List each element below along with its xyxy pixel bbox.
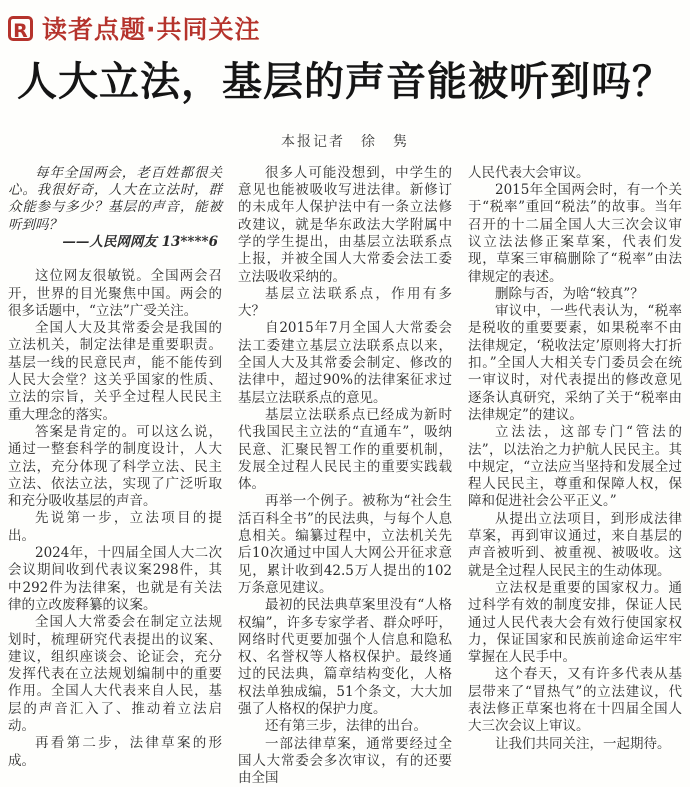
quote-attribution: ——人民网网友 13****6 [62,233,218,250]
article-paragraph: 人民代表大会审议。 [468,164,590,181]
section-kicker-label: 读者点题·共同关注 [42,15,261,44]
article-paragraph: 立法权是重要的国家权力。通过科学有效的制度安排，保证人民通过人民代表大会有效行使国家权力，保证国家和民族前途命运牢牢掌握在人民手中。 [468,579,682,666]
article-paragraph: 让我们共同关注，一起期待。 [495,735,671,752]
article-body [0,165,690,787]
article-paragraph: 全国人大及其常委会是我国的立法机关，制定法律是重要职责。基层一线的民意民声，能不能传到人民大会堂？这关乎国家的性质、立法的宗旨，关乎全过程人民民主重大理念的落实。 [8,320,222,423]
article-column-2 [238,165,452,787]
article-paragraph: 答案是肯定的。可以这么说，通过一整套科学的制度设计，人大立法，充分体现了科学立法、民主立法、依法立法，实现了广泛听取和充分吸收基层的声音。 [8,423,222,510]
article-paragraph: 基层立法联系点已经成为新时代我国民主立法的“直通车”，吸纳民意、汇聚民智工作的重要机制，发展全过程人民民主的重要实践载体。 [238,406,452,493]
article-paragraph: 还有第三步，法律的出台。 [265,718,427,735]
article-paragraph: 2024年，十四届全国人大二次会议期间收到代表议案298件，其中292件为法律案，也就是有关法律的立改废释纂的议案。 [8,545,222,613]
article-paragraph: 2015年全国两会时，有一个关于“税率”重回“税法”的故事。当年召开的十二届全国人大三次会议审议立法法修正案草案，代表们发现，草案三审稿删除了“税率”由法律规定的表述。 [468,182,682,285]
reader-section-logo-icon: R [8,16,33,41]
article-column-1 [8,165,222,787]
article-paragraph: 再举一个例子。被称为“社会生活百科全书”的民法典，与每个人息息相关。编纂过程中，立法机关先后10次通过中国人大网公开征求意见，累计收到42.5万人提出的102万条意见建议。 [238,493,452,596]
article-paragraph: 一部法律草案，通常要经过全国人大常委会多次审议，有的还要由全国 [238,735,452,787]
reader-quote: 每年全国两会，老百姓都很关心。我很好奇，人大在立法时，群众能参与多少？基层的声音，能被听到吗？ [8,164,222,233]
article-paragraph: 基层立法联系点，作用有多大？ [238,285,452,320]
article-column-3 [468,165,682,787]
section-kicker [0,0,690,46]
article-headline: 人大立法，基层的声音能被听到吗？ [17,58,673,105]
article-paragraph: 很多人可能没想到，中学生的意见也能被吸收写进法律。新修订的未成年人保护法中有一条立法修改建议，就是华东政法大学附属中学的学生提出，由基层立法联系点上报，并被全国人大常委会法工委立法吸收采纳的。 [238,164,452,285]
article-paragraph: 自2015年7月全国人大常委会法工委建立基层立法联系点以来，全国人大及其常委会制定、修改的法律中，超过90%的法律案征求过基层立法联系点的意见。 [238,320,452,406]
article-paragraph: 先说第一步，立法项目的提出。 [8,510,222,544]
article-paragraph: 这个春天，又有许多代表从基层带来了“冒热气”的立法建议，代表法修正草案也将在十四届全国人大三次会议上审议。 [468,666,682,735]
article-paragraph: 再看第二步，法律草案的形成。 [8,735,222,769]
article-paragraph: 最初的民法典草案里没有“人格权编”，许多专家学者、群众呼吁，网络时代更要加强个人信息和隐私权、名誉权等人格权保护。最终通过的民法典，篇章结构变化，人格权法单独成编，51个条文，大大加强了人格权的保护力度。 [238,597,452,717]
article-paragraph: 删除与否，为啥“较真”？ [495,285,644,302]
article-paragraph: 从提出立法项目，到形成法律草案，再到审议通过，来自基层的声音被听到、被重视、被吸收。这就是全过程人民民主的生动体现。 [468,510,682,579]
article-paragraph: 这位网友很敏锐。全国两会召开，世界的目光聚焦中国。两会的很多话题中，“立法”广受关注。 [8,268,222,319]
article-paragraph: 全国人大常委会在制定立法规划时，梳理研究代表提出的议案、建议，组织座谈会、论证会，充分发挥代表在立法规划编制中的重要作用。全国人大代表来自人民，基层的声音汇入了、推动着立法启动。 [8,614,222,734]
article-paragraph: 立法法，这部专门“管法的法”，以法治之力护航人民民主。其中规定，“立法应当坚持和发展全过程人民民主，尊重和保障人权，保障和促进社会公平正义。” [468,424,682,510]
article-byline: 本报记者 徐 隽 [281,133,409,150]
article-paragraph: 审议中，一些代表认为，“税率是税收的重要要素，如果税率不由法律规定，‘税收法定’原则将大打折扣。”全国人大相关专门委员会在统一审议时，对代表提出的修改意见逐条认真研究，采纳了关于“税率由法律规定”的建议。 [468,303,682,423]
